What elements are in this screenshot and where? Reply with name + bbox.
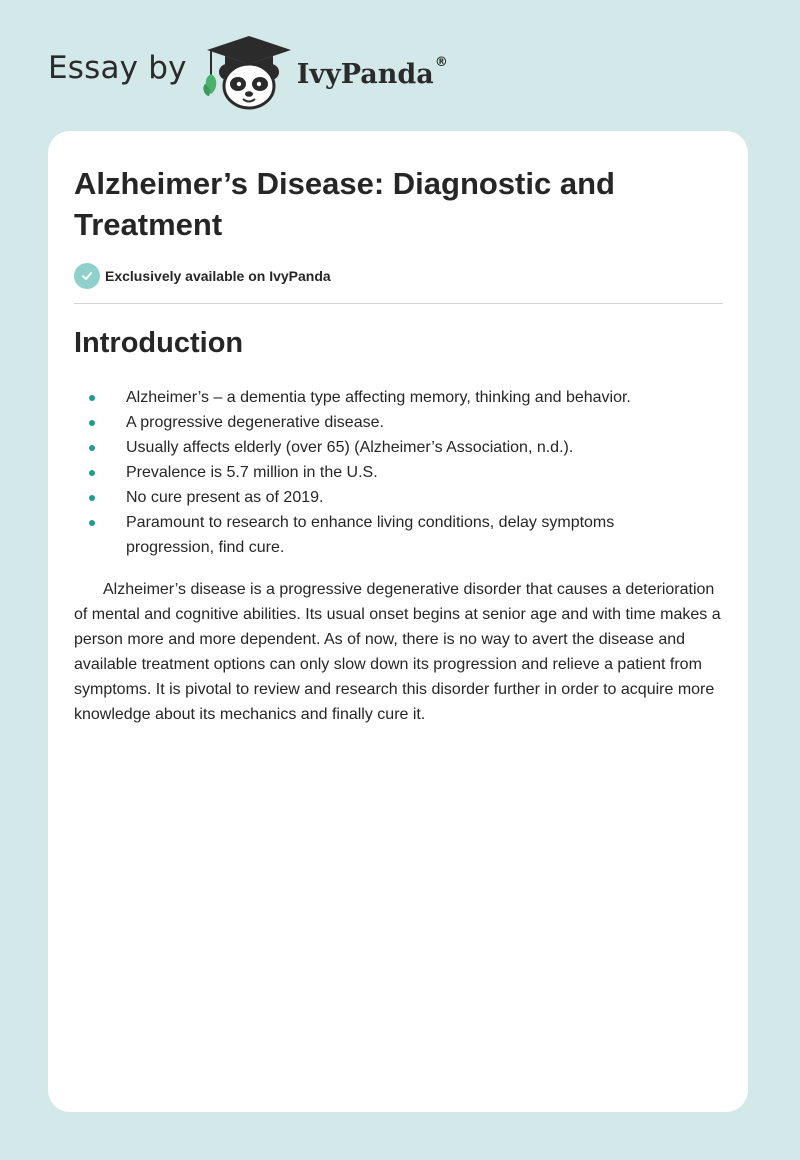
- check-icon: [74, 263, 100, 289]
- list-item: Paramount to research to enhance living conditions, delay symptoms progression, find cure.: [88, 510, 658, 560]
- body-paragraph: Alzheimer’s disease is a progressive degenerative disorder that causes a deterioration of mental and cognitive abilities. Its usual onset begins at senior age and with time makes a person more and more dependent. As of now, there is no way to avert the disease and available treatment options can only slow down its progression and relieve a patient from symptoms. It is pivotal to review and research this disorder further in order to acquire more knowledge about its mechanics and finally cure it.: [74, 581, 721, 723]
- brand-prefix: Essay by: [48, 50, 187, 86]
- divider: [74, 303, 723, 304]
- list-item: A progressive degenerative disease.: [88, 410, 658, 435]
- essay-title: Alzheimer’s Disease: Diagnostic and Treatment: [74, 166, 615, 242]
- essay-card: [48, 131, 748, 1112]
- exclusive-badge: [74, 263, 331, 289]
- exclusive-label: Exclusively available on IvyPanda: [105, 268, 331, 284]
- list-item: Prevalence is 5.7 million in the U.S.: [88, 460, 658, 485]
- list-item: Alzheimer’s – a dementia type affecting memory, thinking and behavior.: [88, 385, 658, 410]
- list-item: Usually affects elderly (over 65) (Alzheimer’s Association, n.d.).: [88, 435, 658, 460]
- bullet-list: [88, 385, 658, 560]
- list-item: No cure present as of 2019.: [88, 485, 658, 510]
- panda-logo-icon: [203, 34, 295, 110]
- section-heading: Introduction: [74, 327, 244, 359]
- brand-header[interactable]: [48, 34, 448, 110]
- brand-name: IvyPanda: [296, 58, 434, 90]
- registered-mark: ®: [434, 54, 448, 70]
